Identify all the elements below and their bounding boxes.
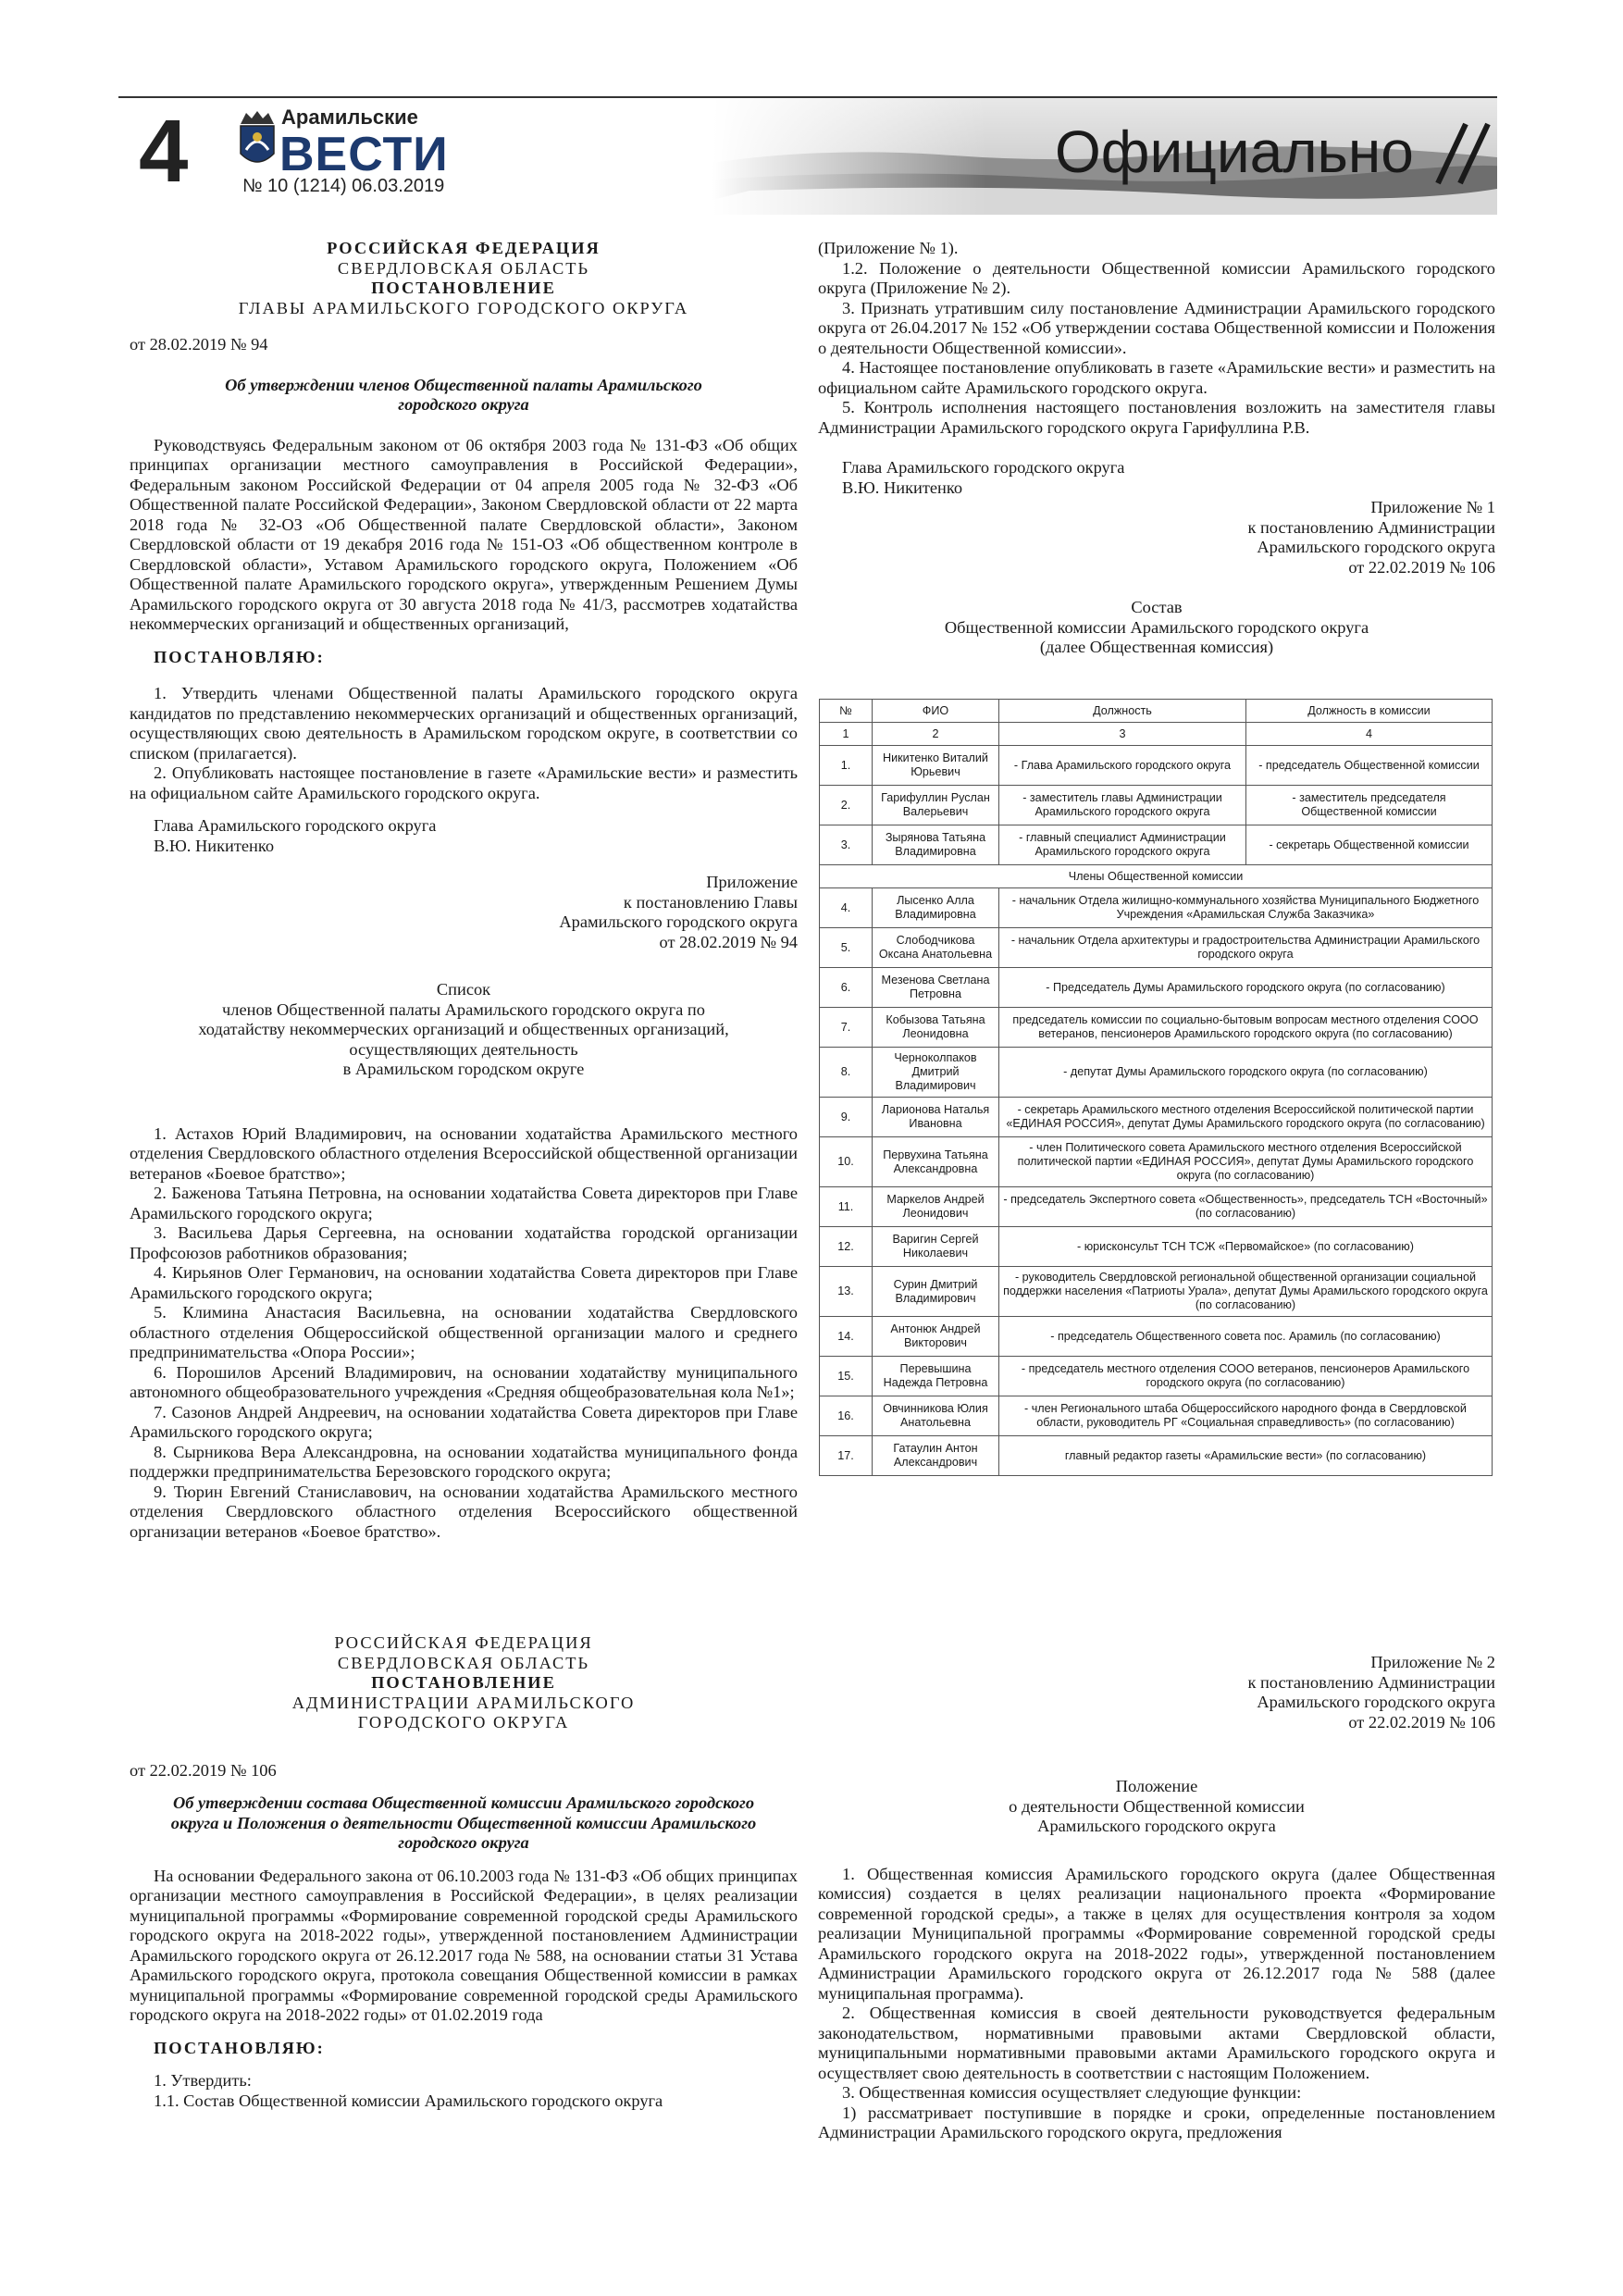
doc2-paragraph-1-1-cont: (Приложение № 1). xyxy=(818,239,959,257)
table-cell: Перевышина Надежда Петровна xyxy=(873,1357,999,1396)
table-cell: Овчинникова Юлия Анатольевна xyxy=(873,1396,999,1436)
sostav-subtitle-1: Общественной комиссии Арамильского городского округа xyxy=(944,617,1369,637)
table-cell: 1 xyxy=(820,723,873,746)
left-column xyxy=(130,239,798,1542)
issue-info: № 10 (1214) 06.03.2019 xyxy=(242,176,445,196)
doc1-list-subtitle-4: в Арамильском городском округе xyxy=(342,1060,585,1078)
list-item: 7. Сазонов Андрей Андреевич, на основании ходатайства Совета директоров при Главе Арамильского городского округа; xyxy=(130,1402,798,1441)
table-cell: - секретарь Арамильского местного отделения Всероссийской политической партии «ЕДИНАЯ РОССИЯ», депутат Думы Арамильского городского округа (по согласованию) xyxy=(999,1098,1493,1137)
table-cell: - депутат Думы Арамильского городского округа (по согласованию) xyxy=(999,1048,1493,1098)
doc1-paragraph-2: 2. Опубликовать настоящее постановление в газете «Арамильские вести» и разместить на официальном сайте Арамильского городского округа. xyxy=(130,763,798,802)
table-cell: 15. xyxy=(820,1357,873,1396)
doc2-heading-issuer-1: АДМИНИСТРАЦИИ АРАМИЛЬСКОГО xyxy=(291,1693,636,1712)
table-cell: - Председатель Думы Арамильского городского округа (по согласованию) xyxy=(999,968,1493,1008)
table-cell: - член Регионального штаба Общероссийского народного фонда в Свердловской области, руководитель РГ «Социальная справедливость» (по согласованию) xyxy=(999,1396,1493,1436)
list-item: 1. Астахов Юрий Владимирович, на основании ходатайства Арамильского местного отделения Свердловского областного отделения Всероссийской общественной организации ветеранов «Боевое братство»; xyxy=(130,1123,798,1183)
table-cell: Маркелов Андрей Леонидович xyxy=(873,1187,999,1227)
regulation-title: Положение xyxy=(1115,1777,1198,1795)
doc1-heading-region: СВЕРДЛОВСКАЯ ОБЛАСТЬ xyxy=(337,258,590,278)
doc2-appendix1-2: к постановлению Администрации xyxy=(1247,517,1495,537)
table-header-cell: Должность xyxy=(999,700,1246,723)
table-row xyxy=(820,1137,1493,1187)
right-column-bottom xyxy=(818,1653,1495,2143)
doc1-heading-type: ПОСТАНОВЛЕНИЕ xyxy=(371,279,556,297)
doc2-paragraph-1-1: 1.1. Состав Общественной комиссии Арамильского городского округа xyxy=(154,2091,663,2110)
table-cell: 17. xyxy=(820,1436,873,1476)
list-item: 6. Порошилов Арсений Владимирович, на основании ходатайству муниципального автономного общеобразовательного учреждения «Средняя общеобразовательная кола №1»; xyxy=(130,1362,798,1401)
doc1-title: Об утверждении членов Общественной палаты Арамильского городского округа xyxy=(225,375,702,414)
doc1-list-subtitle-3: осуществляющих деятельность xyxy=(349,1039,578,1059)
table-cell: 8. xyxy=(820,1048,873,1098)
doc1-date: от 28.02.2019 № 94 xyxy=(130,335,268,354)
table-header-cell: Должность в комиссии xyxy=(1246,700,1493,723)
doc1-preamble: Руководствуясь Федеральным законом от 06 октября 2003 года № 131-ФЗ «Об общих принципах организации местного самоуправления в Российской Федерации», Федеральным законом Российской Федерации от 04 апреля 2005 года № 32-ФЗ «Об Общественной палате Российской Федерации», Законом Свердловской области от 22 марта 2018 года № 32-ОЗ «Об Общественной палате Свердловской области», Законом Свердловской области от 19 декабря 2016 года № 151-ОЗ «Об общественном контроле в Свердловской области», Уставом Арамильского городского округа, Положением «Об Общественной палате Арамильского городского округа», утвержденным Решением Думы Арамильского городского округа от 30 августа 2018 года № 41/3, рассмотрев ходатайства некоммерческих организаций и общественных организаций, xyxy=(130,435,798,633)
doc1-list-title: Список xyxy=(436,980,491,999)
regulation-paragraph-4: 1) рассматривает поступившие в порядке и сроки, определенные постановлением Администрации Арамильского городского округа, предложения xyxy=(818,2103,1495,2141)
table-cell: Гарифуллин Руслан Валерьевич xyxy=(873,786,999,825)
regulation-paragraph-3: 3. Общественная комиссия осуществляет следующие функции: xyxy=(842,2083,1302,2102)
logo-small-text: Арамильские xyxy=(281,105,418,129)
right-column-top xyxy=(818,239,1495,658)
doc2-appendix1-3: Арамильского городского округа xyxy=(1257,538,1495,556)
table-row xyxy=(820,968,1493,1008)
table-cell: - председатель местного отделения СООО ветеранов, пенсионеров Арамильского городского округа (по согласованию) xyxy=(999,1357,1493,1396)
coat-of-arms-icon xyxy=(241,111,274,162)
table-row xyxy=(820,1227,1493,1267)
list-item: 2. Баженова Татьяна Петровна, на основании ходатайства Совета директоров при Главе Арамильского городского округа; xyxy=(130,1184,798,1222)
doc1-list-subtitle-1: членов Общественной палаты Арамильского городского округа по xyxy=(222,999,705,1019)
doc1-appendix-1: Приложение xyxy=(706,873,798,891)
doc2-heading-country: РОССИЙСКАЯ ФЕДЕРАЦИЯ xyxy=(334,1633,593,1652)
sostav-title: Состав xyxy=(1131,598,1183,616)
table-cell: 12. xyxy=(820,1227,873,1267)
table-cell: - председатель Экспертного совета «Общественность», председатель ТСН «Восточный» (по согласованию) xyxy=(999,1187,1493,1227)
doc2-preamble: На основании Федерального закона от 06.10.2003 года № 131-ФЗ «Об общих принципах организации местного самоуправления в Российской Федерации», в целях реализации муниципальной программы «Формирование современной городской среды Арамильского городского округа на 2018-2022 годы», утвержденной постановлением Администрации Арамильского городского округа от 26.12.2017 года № 588, на основании статьи 31 Устава Арамильского городского округа, протокола совещания Общественной комиссии в рамках муниципальной программы «Формирование современной городской среды Арамильского городского округа на 2018-2022 годы» от 01.02.2019 года xyxy=(130,1866,798,2024)
doc2-paragraph-4: 4. Настоящее постановление опубликовать в газете «Арамильские вести» и разместить на официальном сайте Арамильского городского округа. xyxy=(818,358,1495,397)
table-cell: Сурин Дмитрий Владимирович xyxy=(873,1267,999,1317)
table-cell: - начальник Отдела архитектуры и градостроительства Администрации Арамильского городского округа xyxy=(999,928,1493,968)
doc1-paragraph-1: 1. Утвердить членами Общественной палаты Арамильского городского округа кандидатов по представлению некоммерческих организаций и общественных организаций, осуществляющих свою деятельность в Арамильском городском округе, в соответствии со списком (прилагается). xyxy=(130,684,798,763)
table-cell: - заместитель главы Администрации Арамильского городского округа xyxy=(999,786,1246,825)
table-cell: председатель комиссии по социально-бытовым вопросам местного отделения СООО ветеранов, пенсионеров Арамильского городского округа (по согласованию) xyxy=(999,1008,1493,1048)
doc1-list-subtitle-2: ходатайству некоммерческих организаций и общественных организаций, xyxy=(198,1020,729,1038)
doc2-sign-name: В.Ю. Никитенко xyxy=(842,478,963,497)
table-header-cell: № xyxy=(820,700,873,723)
doc2-heading-region: СВЕРДЛОВСКАЯ ОБЛАСТЬ xyxy=(337,1653,590,1672)
table-numbering-row xyxy=(820,723,1493,746)
section-title: Официально xyxy=(1055,118,1414,185)
table-cell: главный редактор газеты «Арамильские вести» (по согласованию) xyxy=(999,1436,1493,1476)
doc2-decree: ПОСТАНОВЛЯЮ: xyxy=(154,2038,325,2057)
table-cell: 7. xyxy=(820,1008,873,1048)
doc2-appendix2-3: Арамильского городского округа xyxy=(1257,1693,1495,1711)
list-item: 4. Кирьянов Олег Германович, на основании ходатайства Совета директоров при Главе Арамильского городского округа; xyxy=(130,1263,798,1302)
table-cell: Слободчикова Оксана Анатольевна xyxy=(873,928,999,968)
table-cell: 5. xyxy=(820,928,873,968)
regulation-paragraph-1: 1. Общественная комиссия Арамильского городского округа (далее Общественная комиссия) создается в целях реализации национального проекта «Формирование современной городской среды», а также в целях для осуществления контроля за ходом реализации Муниципальной программы «Формирование современной городской среды Арамильского городского округа на 2018-2022 годы», утвержденной постановлением Администрации Арамильского городского округа от 26.12.2017 года № 588 (далее муниципальная программа). xyxy=(818,1864,1495,2003)
table-cell: - Глава Арамильского городского округа xyxy=(999,746,1246,786)
doc1-appendix-2: к постановлению Главы xyxy=(623,892,798,912)
table-cell: - заместитель председателя Общественной комиссии xyxy=(1246,786,1493,825)
table-cell: 1. xyxy=(820,746,873,786)
table-cell: 10. xyxy=(820,1137,873,1187)
doc1-heading-country: РОССИЙСКАЯ ФЕДЕРАЦИЯ xyxy=(327,239,601,257)
table-header-cell: ФИО xyxy=(873,700,999,723)
table-row xyxy=(820,786,1493,825)
table-cell: 4 xyxy=(1246,723,1493,746)
table-row xyxy=(820,1048,1493,1098)
doc1-heading-issuer: ГЛАВЫ АРАМИЛЬСКОГО ГОРОДСКОГО ОКРУГА xyxy=(238,298,689,317)
doc2-paragraph-1: 1. Утвердить: xyxy=(154,2071,252,2090)
table-cell: - юрисконсульт ТСН ТСЖ «Первомайское» (по согласованию) xyxy=(999,1227,1493,1267)
doc2-appendix2-4: от 22.02.2019 № 106 xyxy=(1348,1712,1495,1731)
table-cell: 2. xyxy=(820,786,873,825)
table-cell: 4. xyxy=(820,888,873,928)
doc1-decree: ПОСТАНОВЛЯЮ: xyxy=(154,647,325,666)
doc2-paragraph-3: 3. Признать утратившим силу постановление Администрации Арамильского городского округа от 26.04.2017 № 152 «Об утверждении состава Общественной комиссии и Положения о деятельности Общественной комиссии». xyxy=(818,298,1495,357)
table-row xyxy=(820,1267,1493,1317)
members-header: Члены Общественной комиссии xyxy=(820,865,1493,888)
table-cell: 16. xyxy=(820,1396,873,1436)
table-cell: - секретарь Общественной комиссии xyxy=(1246,825,1493,865)
page-number: 4 xyxy=(139,102,189,201)
doc2-appendix1-4: от 22.02.2019 № 106 xyxy=(1348,557,1495,577)
doc2-heading-type: ПОСТАНОВЛЕНИЕ xyxy=(371,1673,556,1692)
doc2-title: Об утверждении состава Общественной комиссии Арамильского городского округа и Положения о деятельности Общественной комиссии Арамильского городского округа xyxy=(170,1793,757,1852)
table-cell: - председатель Общественного совета пос. Арамиль (по согласованию) xyxy=(999,1317,1493,1357)
list-item: 8. Сырникова Вера Александровна, на основании ходатайства муниципального фонда поддержки предпринимательства Березовского городского округа; xyxy=(130,1442,798,1481)
table-cell: - главный специалист Администрации Арамильского городского округа xyxy=(999,825,1246,865)
table-cell: 9. xyxy=(820,1098,873,1137)
doc1-sign-title: Глава Арамильского городского округа xyxy=(154,816,437,835)
table-cell: 3 xyxy=(999,723,1246,746)
left-column-doc2 xyxy=(130,1633,798,2111)
regulation-paragraph-2: 2. Общественная комиссия в своей деятельности руководствуется федеральным законодательством, нормативными правовыми актами Свердловской области, муниципальными нормативными правовыми актами Арамильского городского округа и осуществляет свою деятельность в соответствии с настоящим Положением. xyxy=(818,2004,1495,2082)
doc2-sign-title: Глава Арамильского городского округа xyxy=(842,458,1125,477)
logo-big-text: ВЕСТИ xyxy=(279,128,449,178)
table-cell: 11. xyxy=(820,1187,873,1227)
regulation-subtitle-2: Арамильского городского округа xyxy=(1037,1817,1276,1835)
list-item: 3. Васильева Дарья Сергеевна, на основании ходатайства городской организации Профсоюзов работников образования; xyxy=(130,1223,798,1262)
doc1-appendix-3: Арамильского городского округа xyxy=(559,912,798,931)
doc2-heading-issuer-2: ГОРОДСКОГО ОКРУГА xyxy=(357,1713,570,1731)
doc2-appendix1-1: Приложение № 1 xyxy=(1370,498,1495,516)
table-cell: - председатель Общественной комиссии xyxy=(1246,746,1493,786)
table-cell: 14. xyxy=(820,1317,873,1357)
table-cell: Антонюк Андрей Викторович xyxy=(873,1317,999,1357)
table-cell: Черноколпаков Дмитрий Владимирович xyxy=(873,1048,999,1098)
table-row xyxy=(820,1187,1493,1227)
table-cell: Никитенко Виталий Юрьевич xyxy=(873,746,999,786)
table-row xyxy=(820,1357,1493,1396)
table-cell: Варигин Сергей Николаевич xyxy=(873,1227,999,1267)
table-cell: 13. xyxy=(820,1267,873,1317)
doc1-appendix-4: от 28.02.2019 № 94 xyxy=(659,932,798,951)
table-cell: Ларионова Наталья Ивановна xyxy=(873,1098,999,1137)
table-row xyxy=(820,825,1493,865)
table-cell: 6. xyxy=(820,968,873,1008)
doc2-date: от 22.02.2019 № 106 xyxy=(130,1760,277,1780)
table-cell: Зырянова Татьяна Владимировна xyxy=(873,825,999,865)
table-cell: 2 xyxy=(873,723,999,746)
sostav-subtitle-2: (далее Общественная комиссия) xyxy=(1039,638,1274,656)
doc2-paragraph-1-2: 1.2. Положение о деятельности Общественной комиссии Арамильского городского округа (Приложение № 2). xyxy=(818,258,1495,297)
doc1-sign-name: В.Ю. Никитенко xyxy=(154,836,275,855)
table-cell: Лысенко Алла Владимировна xyxy=(873,888,999,928)
table-header-row xyxy=(820,700,1493,723)
table-cell: - член Политического совета Арамильского местного отделения Всероссийской политической партии «ЕДИНАЯ РОССИЯ», депутат Думы Арамильского городского округа (по согласованию) xyxy=(999,1137,1493,1187)
table-cell: Кобызова Татьяна Леонидовна xyxy=(873,1008,999,1048)
newspaper-logo xyxy=(237,104,466,178)
table-cell: Гатаулин Антон Александрович xyxy=(873,1436,999,1476)
table-cell: - руководитель Свердловской региональной общественной организации социальной поддержки населения «Патриоты Урала», депутат Думы Арамильского городского округа (по согласованию) xyxy=(999,1267,1493,1317)
table-row xyxy=(820,1396,1493,1436)
list-item: 9. Тюрин Евгений Станиславович, на основании ходатайства Арамильского местного отделения Свердловского областного отделения Всероссийского общественной организации ветеранов «Боевое братство». xyxy=(130,1482,798,1541)
list-item: 5. Климина Анастасия Васильевна, на основании ходатайства Свердловского областного отделения Общероссийской общественной организации малого и среднего предпринимательства «Опора России»; xyxy=(130,1303,798,1361)
table-row xyxy=(820,1436,1493,1476)
table-row xyxy=(820,928,1493,968)
table-row xyxy=(820,888,1493,928)
table-cell: Первухина Татьяна Александровна xyxy=(873,1137,999,1187)
doc2-paragraph-5: 5. Контроль исполнения настоящего постановления возложить на заместителя главы Администрации Арамильского городского округа Гарифуллина Р.В. xyxy=(818,398,1495,437)
doc2-appendix2-2: к постановлению Администрации xyxy=(1247,1672,1495,1692)
table-cell: 3. xyxy=(820,825,873,865)
table-members-header-row xyxy=(820,865,1493,888)
doc2-appendix2-1: Приложение № 2 xyxy=(1370,1653,1495,1671)
table-row xyxy=(820,1317,1493,1357)
table-cell: - начальник Отдела жилищно-коммунального хозяйства Муниципального Бюджетного Учреждения «Арамильская Служба Заказчика» xyxy=(999,888,1493,928)
commission-table xyxy=(819,699,1493,1476)
double-slash-icon xyxy=(1431,118,1495,187)
table-row xyxy=(820,1098,1493,1137)
table-cell: Мезенова Светлана Петровна xyxy=(873,968,999,1008)
table-row xyxy=(820,746,1493,786)
table-row xyxy=(820,1008,1493,1048)
regulation-subtitle-1: о деятельности Общественной комиссии xyxy=(1009,1796,1305,1816)
